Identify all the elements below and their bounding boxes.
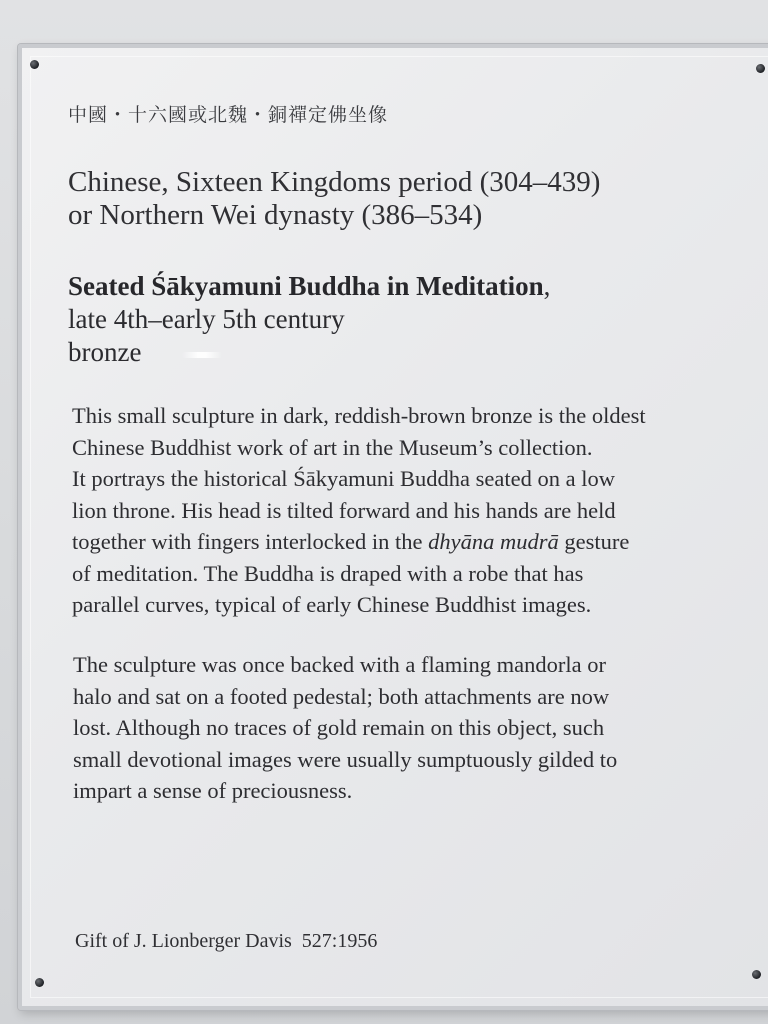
object-title-block (68, 270, 550, 369)
object-material: bronze (68, 337, 142, 367)
paragraph-line: lost. Although no traces of gold remain on this object, such (73, 715, 605, 740)
paragraph-line: of meditation. The Buddha is draped with a robe that has (72, 560, 584, 586)
italic-term: dhyāna mudrā (428, 529, 559, 554)
paragraph-text: gesture (558, 529, 630, 554)
period-text (68, 166, 600, 232)
object-date: late 4th–early 5th century (68, 304, 345, 334)
chinese-title: 中國・十六國或北魏・銅禪定佛坐像 (68, 104, 389, 126)
paragraph-line: It portrays the historical Śākyamuni Buddha seated on a low (72, 466, 615, 491)
mounting-screw-bottom-left (35, 978, 44, 987)
description-paragraph-2 (73, 649, 617, 807)
paragraph-line: This small sculpture in dark, reddish-brown bronze is the oldest (72, 403, 646, 428)
paragraph-line: lion throne. His head is tilted forward and his hands are held (72, 497, 616, 523)
paragraph-line: halo and sat on a footed pedestal; both attachments are now (73, 683, 610, 709)
paragraph-line: small devotional images were usually sumptuously gilded to (73, 746, 618, 772)
paragraph-line: impart a sense of preciousness. (73, 778, 353, 803)
mounting-screw-bottom-right (752, 970, 761, 979)
credit-line: Gift of J. Lionberger Davis 527:1956 (75, 930, 378, 952)
paragraph-line: parallel curves, typical of early Chinese Buddhist images. (72, 592, 592, 617)
period-line: Chinese, Sixteen Kingdoms period (304–439) (68, 166, 601, 198)
paragraph-line (72, 526, 646, 558)
paragraph-line: The sculpture was once backed with a flaming mandorla or (73, 652, 606, 677)
object-title: Seated Śākyamuni Buddha in Meditation (68, 271, 544, 301)
object-title-line (68, 270, 550, 303)
object-title-comma: , (543, 271, 551, 301)
mounting-screw-top-right (756, 64, 765, 73)
period-line: or Northern Wei dynasty (386–534) (68, 199, 483, 231)
paragraph-text: together with fingers interlocked in the (72, 529, 429, 554)
description-paragraph-1 (72, 400, 646, 621)
mounting-screw-top-left (30, 60, 39, 69)
paragraph-line: Chinese Buddhist work of art in the Museum’s collection. (72, 434, 593, 460)
